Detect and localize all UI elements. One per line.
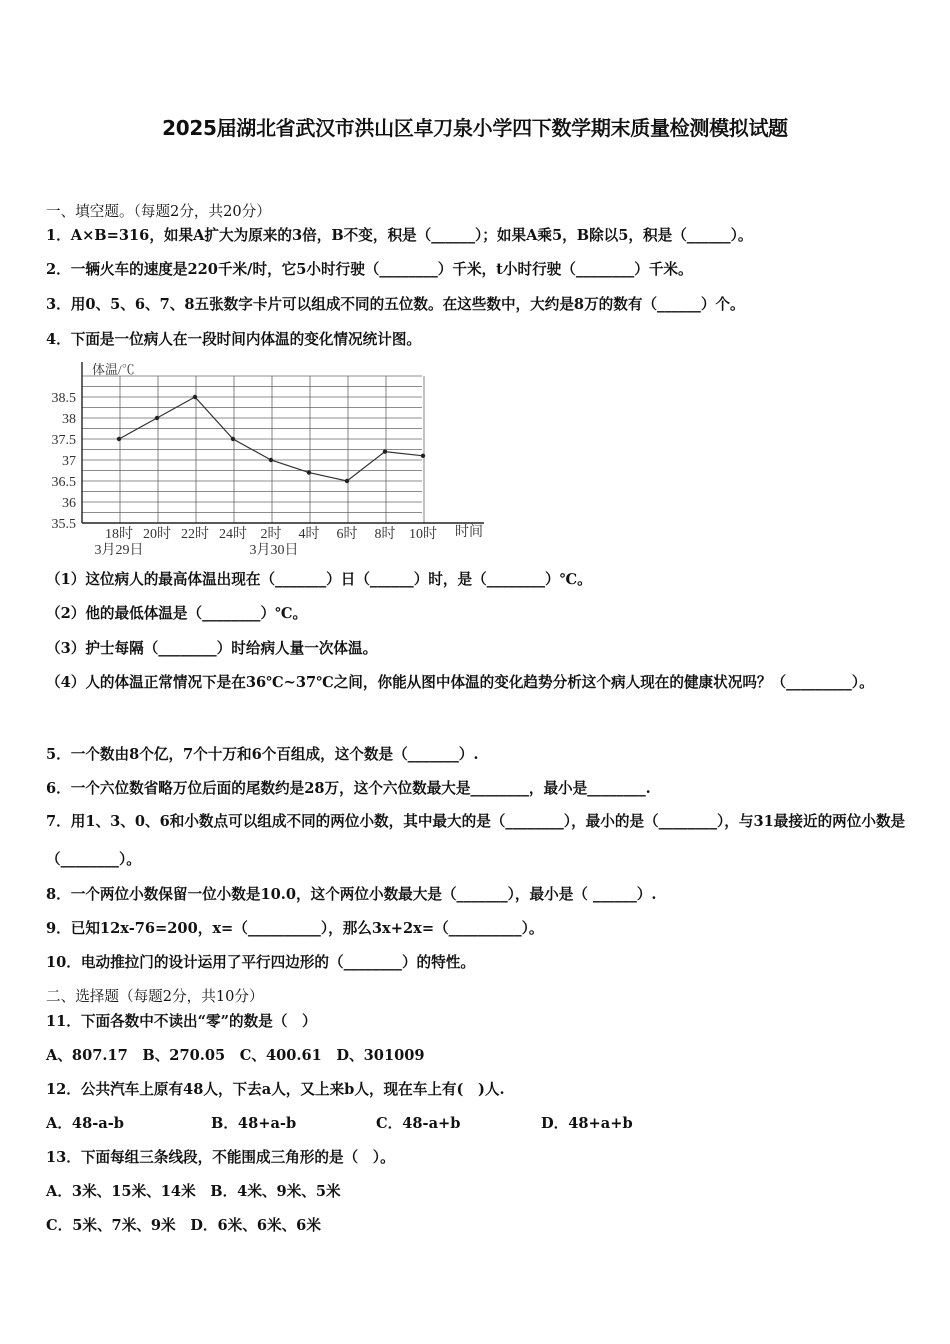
question-10: 10．电动推拉门的设计运用了平行四边形的（________）的特性。 <box>46 954 475 971</box>
question-6: 6．一个六位数省略万位后面的尾数约是28万，这个六位数最大是________，最小是________. <box>46 780 651 797</box>
y-tick-label: 37 <box>62 454 76 469</box>
question-5: 5．一个数由8个亿，7个十万和6个百组成，这个数是（_______）. <box>46 746 479 763</box>
y-tick-label: 38 <box>62 412 76 427</box>
x-tick-label: 2时 <box>260 527 282 542</box>
question-9: 9．已知12x-76=200，x=（__________），那么3x+2x=（__________）。 <box>46 920 544 937</box>
y-tick-label: 38.5 <box>51 391 76 406</box>
question-1: 1．A×B=316，如果A扩大为原来的3倍，B不变，积是（______）；如果A乘5，B除以5，积是（______）。 <box>46 227 753 244</box>
x-tick-label: 20时 <box>143 527 171 542</box>
data-point <box>383 449 387 453</box>
x-tick-label: 24时 <box>219 527 247 542</box>
y-tick-label: 36.5 <box>51 475 76 490</box>
option-a: A．48-a-b <box>46 1115 124 1132</box>
x-axis-label: 时间 <box>455 525 483 540</box>
temperature-line-chart <box>44 358 494 558</box>
option-c: C．48-a+b <box>376 1115 461 1132</box>
y-tick-label: 37.5 <box>51 433 76 448</box>
y-tick-label: 35.5 <box>51 517 76 532</box>
section-choice-title: 二、选择题（每题2分，共10分） <box>46 988 264 1005</box>
question-13: 13．下面每组三条线段，不能围成三角形的是（ ）。 <box>46 1149 395 1166</box>
question-4-part-3: （3）护士每隔（________）时给病人量一次体温。 <box>46 640 378 657</box>
data-point <box>231 437 235 441</box>
x-tick-label: 8时 <box>374 527 396 542</box>
page-title: 2025届湖北省武汉市洪山区卓刀泉小学四下数学期末质量检测模拟试题 <box>162 116 788 140</box>
x-tick-label: 4时 <box>298 527 320 542</box>
question-4-part-2: （2）他的最低体温是（________）℃。 <box>46 605 308 622</box>
question-2: 2．一辆火车的速度是220千米/时，它5小时行驶（________）千米，t小时行驶（________）千米。 <box>46 261 693 278</box>
data-point <box>193 395 197 399</box>
x-tick-label: 22时 <box>181 527 209 542</box>
option-b: B．48+a-b <box>211 1115 297 1132</box>
date-label: 3月29日 <box>94 543 144 558</box>
question-4: 4．下面是一位病人在一段时间内体温的变化情况统计图。 <box>46 331 422 348</box>
question-4-part-1: （1）这位病人的最高体温出现在（_______）日（______）时，是（________）℃。 <box>46 571 592 588</box>
y-axis-label: 体温/℃ <box>92 362 135 377</box>
data-point <box>155 416 159 420</box>
data-point <box>117 437 121 441</box>
question-8: 8．一个两位小数保留一位小数是10.0，这个两位小数最大是（_______），最小是（ ______）. <box>46 886 657 903</box>
x-tick-label: 18时 <box>105 527 133 542</box>
x-tick-label: 10时 <box>409 527 437 542</box>
section-fill-in-title: 一、填空题。（每题2分，共20分） <box>46 203 271 220</box>
data-point <box>345 479 349 483</box>
option-d: D．48+a+b <box>541 1115 633 1132</box>
x-tick-label: 6时 <box>336 527 358 542</box>
question-4-part-4: （4）人的体温正常情况下是在36℃~37℃之间，你能从图中体温的变化趋势分析这个病人现在的健康状况吗？（_________）。 <box>46 674 874 691</box>
data-point <box>421 454 425 458</box>
question-12: 12．公共汽车上原有48人，下去a人，又上来b人，现在车上有( )人. <box>46 1081 505 1098</box>
question-13-options-row-2: C．5米、7米、9米 D．6米、6米、6米 <box>46 1217 321 1234</box>
question-3: 3．用0、5、6、7、8五张数字卡片可以组成不同的五位数。在这些数中，大约是8万的数有（______）个。 <box>46 296 745 313</box>
question-13-options-row-1: A．3米、15米、14米 B．4米、9米、5米 <box>46 1183 341 1200</box>
data-point <box>307 470 311 474</box>
question-7: 7．用1、3、0、6和小数点可以组成不同的两位小数，其中最大的是（________），最小的是（________），与31最接近的两位小数是（________）。 <box>46 813 906 868</box>
y-tick-label: 36 <box>62 496 76 511</box>
question-11-options: A、807.17 B、270.05 C、400.61 D、301009 <box>46 1047 425 1064</box>
data-point <box>269 458 273 462</box>
date-label: 3月30日 <box>249 543 299 558</box>
question-11: 11．下面各数中不读出“零”的数是（ ） <box>46 1013 317 1030</box>
question-12-options <box>46 1114 633 1134</box>
